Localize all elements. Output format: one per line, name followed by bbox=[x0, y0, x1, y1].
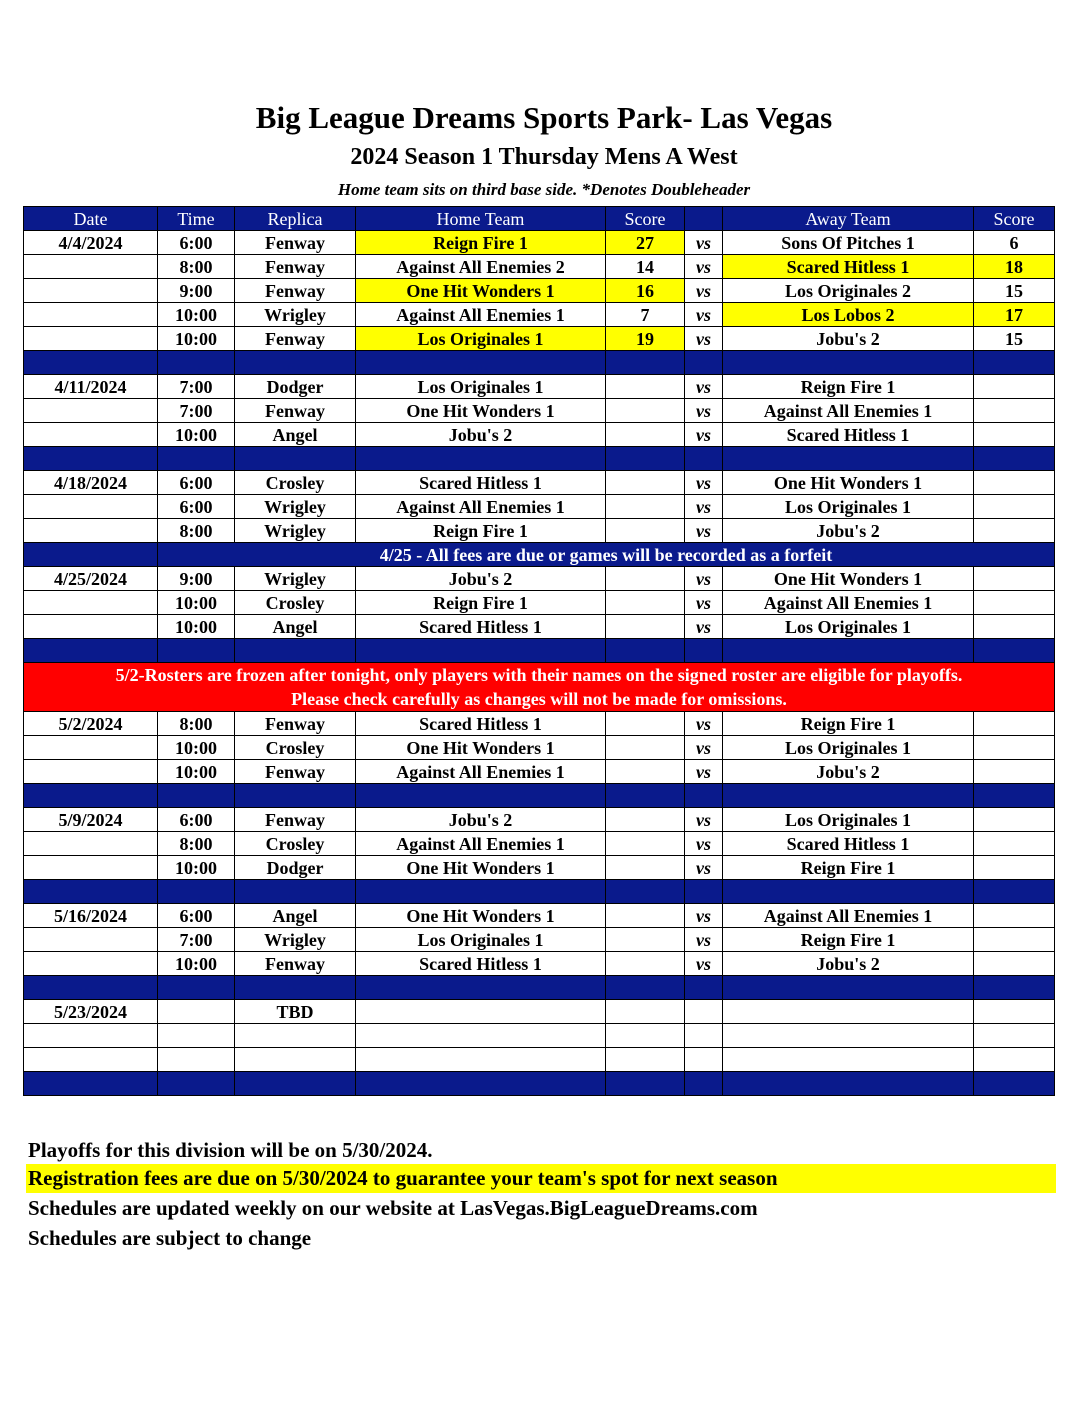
away-team: Jobu's 2 bbox=[723, 519, 974, 543]
week-separator bbox=[24, 639, 1055, 663]
vs-label: vs bbox=[685, 471, 723, 495]
vs-label: vs bbox=[685, 495, 723, 519]
away-score bbox=[974, 471, 1055, 495]
table-row bbox=[24, 1024, 1055, 1048]
game-time: 6:00 bbox=[158, 495, 235, 519]
home-score bbox=[606, 471, 685, 495]
home-score bbox=[606, 399, 685, 423]
away-team: Reign Fire 1 bbox=[723, 375, 974, 399]
page-title: Big League Dreams Sports Park- Las Vegas bbox=[255, 100, 833, 135]
table-row bbox=[24, 928, 1055, 952]
game-field: Fenway bbox=[235, 760, 356, 784]
week-separator bbox=[24, 447, 1055, 471]
game-field: Wrigley bbox=[235, 495, 356, 519]
away-score bbox=[974, 712, 1055, 736]
home-team: One Hit Wonders 1 bbox=[356, 279, 606, 303]
game-time: 10:00 bbox=[158, 615, 235, 639]
away-team: Reign Fire 1 bbox=[723, 856, 974, 880]
home-team: Scared Hitless 1 bbox=[356, 471, 606, 495]
vs-label: vs bbox=[685, 712, 723, 736]
away-score bbox=[974, 856, 1055, 880]
game-date bbox=[24, 615, 158, 639]
game-date bbox=[24, 255, 158, 279]
game-field: Fenway bbox=[235, 231, 356, 255]
game-time: 9:00 bbox=[158, 567, 235, 591]
game-date bbox=[24, 279, 158, 303]
home-score bbox=[606, 423, 685, 447]
vs-label: vs bbox=[685, 519, 723, 543]
home-team bbox=[356, 1000, 606, 1024]
vs-label: vs bbox=[685, 904, 723, 928]
header-away-score: Score bbox=[974, 207, 1055, 231]
away-team: Against All Enemies 1 bbox=[723, 591, 974, 615]
away-score bbox=[974, 1000, 1055, 1024]
home-score bbox=[606, 519, 685, 543]
away-team: Scared Hitless 1 bbox=[723, 255, 974, 279]
vs-label: vs bbox=[685, 591, 723, 615]
game-time: 8:00 bbox=[158, 832, 235, 856]
home-team: Against All Enemies 2 bbox=[356, 255, 606, 279]
table-row bbox=[24, 591, 1055, 615]
home-score bbox=[606, 952, 685, 976]
game-field: Fenway bbox=[235, 279, 356, 303]
away-team: Reign Fire 1 bbox=[723, 928, 974, 952]
away-team: Reign Fire 1 bbox=[723, 712, 974, 736]
away-team: Los Lobos 2 bbox=[723, 303, 974, 327]
home-team: Jobu's 2 bbox=[356, 808, 606, 832]
home-score bbox=[606, 856, 685, 880]
home-team: Scared Hitless 1 bbox=[356, 712, 606, 736]
away-score bbox=[974, 519, 1055, 543]
game-field: Fenway bbox=[235, 808, 356, 832]
table-row bbox=[24, 615, 1055, 639]
week-separator bbox=[24, 1072, 1055, 1096]
home-team: One Hit Wonders 1 bbox=[356, 736, 606, 760]
vs-label: vs bbox=[685, 423, 723, 447]
roster-notice bbox=[24, 663, 1055, 712]
game-field: Wrigley bbox=[235, 519, 356, 543]
away-team: One Hit Wonders 1 bbox=[723, 567, 974, 591]
home-score bbox=[606, 832, 685, 856]
home-team: Against All Enemies 1 bbox=[356, 303, 606, 327]
game-time: 7:00 bbox=[158, 928, 235, 952]
away-score: 15 bbox=[974, 279, 1055, 303]
home-team: Scared Hitless 1 bbox=[356, 952, 606, 976]
home-team: Against All Enemies 1 bbox=[356, 495, 606, 519]
game-date: 4/11/2024 bbox=[24, 375, 158, 399]
vs-label: vs bbox=[685, 928, 723, 952]
week-separator bbox=[24, 351, 1055, 375]
schedule-table bbox=[23, 206, 1055, 1096]
table-row bbox=[24, 952, 1055, 976]
table-row bbox=[24, 495, 1055, 519]
vs-label bbox=[685, 1000, 723, 1024]
game-time: 9:00 bbox=[158, 279, 235, 303]
table-row bbox=[24, 279, 1055, 303]
table-row bbox=[24, 231, 1055, 255]
game-field: Fenway bbox=[235, 327, 356, 351]
subject-to-change-note: Schedules are subject to change bbox=[28, 1226, 312, 1250]
game-time: 10:00 bbox=[158, 736, 235, 760]
game-field: Angel bbox=[235, 904, 356, 928]
game-date: 4/4/2024 bbox=[24, 231, 158, 255]
table-row bbox=[24, 760, 1055, 784]
vs-label: vs bbox=[685, 567, 723, 591]
game-time: 10:00 bbox=[158, 952, 235, 976]
game-field: Crosley bbox=[235, 591, 356, 615]
away-team: Jobu's 2 bbox=[723, 760, 974, 784]
game-time: 10:00 bbox=[158, 327, 235, 351]
away-team: Los Originales 1 bbox=[723, 736, 974, 760]
away-score bbox=[974, 952, 1055, 976]
away-score bbox=[974, 375, 1055, 399]
away-team: One Hit Wonders 1 bbox=[723, 471, 974, 495]
home-score bbox=[606, 591, 685, 615]
game-date: 5/9/2024 bbox=[24, 808, 158, 832]
away-score bbox=[974, 904, 1055, 928]
game-field: Wrigley bbox=[235, 567, 356, 591]
playoffs-note: Playoffs for this division will be on 5/30/2024. bbox=[28, 1138, 433, 1162]
home-team: Los Originales 1 bbox=[356, 327, 606, 351]
game-time: 8:00 bbox=[158, 712, 235, 736]
home-score: 14 bbox=[606, 255, 685, 279]
website-note: Schedules are updated weekly on our website at LasVegas.BigLeagueDreams.com bbox=[28, 1196, 758, 1220]
game-date: 4/18/2024 bbox=[24, 471, 158, 495]
table-row bbox=[24, 519, 1055, 543]
table-row bbox=[24, 904, 1055, 928]
away-score: 15 bbox=[974, 327, 1055, 351]
header-away-team: Away Team bbox=[723, 207, 974, 231]
home-team: One Hit Wonders 1 bbox=[356, 399, 606, 423]
table-row bbox=[24, 255, 1055, 279]
game-field: Fenway bbox=[235, 952, 356, 976]
game-date bbox=[24, 832, 158, 856]
home-score bbox=[606, 375, 685, 399]
table-row bbox=[24, 1048, 1055, 1072]
home-score: 16 bbox=[606, 279, 685, 303]
fees-notice: 4/25 - All fees are due or games will be recorded as a forfeit bbox=[158, 543, 1055, 567]
table-row bbox=[24, 736, 1055, 760]
vs-label: vs bbox=[685, 399, 723, 423]
game-date bbox=[24, 495, 158, 519]
game-date bbox=[24, 591, 158, 615]
roster-notice-line2: Please check carefully as changes will not be made for omissions. bbox=[291, 689, 787, 709]
game-date: 5/2/2024 bbox=[24, 712, 158, 736]
game-time: 7:00 bbox=[158, 375, 235, 399]
away-team bbox=[723, 1000, 974, 1024]
away-score bbox=[974, 808, 1055, 832]
game-field: Wrigley bbox=[235, 303, 356, 327]
home-score bbox=[606, 1000, 685, 1024]
away-score bbox=[974, 591, 1055, 615]
registration-note: Registration fees are due on 5/30/2024 to guarantee your team's spot for next season bbox=[26, 1164, 1056, 1193]
home-team: Jobu's 2 bbox=[356, 423, 606, 447]
home-team: Jobu's 2 bbox=[356, 567, 606, 591]
table-row bbox=[24, 399, 1055, 423]
home-team-note: Home team sits on third base side. *Denotes Doubleheader bbox=[337, 180, 751, 199]
vs-label: vs bbox=[685, 808, 723, 832]
header-vs bbox=[685, 207, 723, 231]
table-row bbox=[24, 327, 1055, 351]
roster-notice-line1: 5/2-Rosters are frozen after tonight, only players with their names on the signed roster are eligible for playoffs. bbox=[115, 665, 963, 685]
page-subtitle: 2024 Season 1 Thursday Mens A West bbox=[350, 144, 738, 170]
game-date bbox=[24, 327, 158, 351]
vs-label: vs bbox=[685, 327, 723, 351]
week-separator bbox=[24, 784, 1055, 808]
table-row bbox=[24, 471, 1055, 495]
game-time: 10:00 bbox=[158, 760, 235, 784]
home-score: 19 bbox=[606, 327, 685, 351]
vs-label: vs bbox=[685, 952, 723, 976]
fees-notice-row bbox=[24, 543, 1055, 567]
table-row bbox=[24, 1000, 1055, 1024]
game-time: 6:00 bbox=[158, 904, 235, 928]
table-row bbox=[24, 375, 1055, 399]
game-field: Crosley bbox=[235, 832, 356, 856]
vs-label: vs bbox=[685, 279, 723, 303]
vs-label: vs bbox=[685, 615, 723, 639]
vs-label: vs bbox=[685, 303, 723, 327]
game-time bbox=[158, 1000, 235, 1024]
away-score: 6 bbox=[974, 231, 1055, 255]
vs-label: vs bbox=[685, 856, 723, 880]
game-time: 10:00 bbox=[158, 303, 235, 327]
table-row bbox=[24, 832, 1055, 856]
away-score: 18 bbox=[974, 255, 1055, 279]
home-score bbox=[606, 928, 685, 952]
home-score bbox=[606, 615, 685, 639]
game-field: Wrigley bbox=[235, 928, 356, 952]
table-row bbox=[24, 856, 1055, 880]
table-row bbox=[24, 303, 1055, 327]
game-field: Crosley bbox=[235, 736, 356, 760]
home-team: Scared Hitless 1 bbox=[356, 615, 606, 639]
home-score bbox=[606, 567, 685, 591]
home-team: Los Originales 1 bbox=[356, 375, 606, 399]
home-score bbox=[606, 736, 685, 760]
header-time: Time bbox=[158, 207, 235, 231]
vs-label: vs bbox=[685, 832, 723, 856]
away-team: Sons Of Pitches 1 bbox=[723, 231, 974, 255]
game-date bbox=[24, 928, 158, 952]
home-team: Los Originales 1 bbox=[356, 928, 606, 952]
game-time: 10:00 bbox=[158, 856, 235, 880]
header-home-score: Score bbox=[606, 207, 685, 231]
table-row bbox=[24, 423, 1055, 447]
table-row bbox=[24, 567, 1055, 591]
game-field: Crosley bbox=[235, 471, 356, 495]
home-score bbox=[606, 760, 685, 784]
home-score: 7 bbox=[606, 303, 685, 327]
home-score bbox=[606, 808, 685, 832]
game-field: Dodger bbox=[235, 856, 356, 880]
game-field: Fenway bbox=[235, 399, 356, 423]
away-score: 17 bbox=[974, 303, 1055, 327]
away-score bbox=[974, 736, 1055, 760]
game-field: Fenway bbox=[235, 255, 356, 279]
game-date bbox=[24, 423, 158, 447]
home-team: One Hit Wonders 1 bbox=[356, 856, 606, 880]
vs-label: vs bbox=[685, 736, 723, 760]
away-team: Scared Hitless 1 bbox=[723, 832, 974, 856]
game-field: Fenway bbox=[235, 712, 356, 736]
game-time: 6:00 bbox=[158, 808, 235, 832]
away-team: Scared Hitless 1 bbox=[723, 423, 974, 447]
roster-notice-row bbox=[24, 663, 1055, 712]
away-team: Los Originales 2 bbox=[723, 279, 974, 303]
away-team: Jobu's 2 bbox=[723, 952, 974, 976]
away-team: Los Originales 1 bbox=[723, 615, 974, 639]
home-team: One Hit Wonders 1 bbox=[356, 904, 606, 928]
home-team: Reign Fire 1 bbox=[356, 591, 606, 615]
game-time: 7:00 bbox=[158, 399, 235, 423]
game-time: 6:00 bbox=[158, 471, 235, 495]
away-score bbox=[974, 928, 1055, 952]
away-team: Los Originales 1 bbox=[723, 808, 974, 832]
game-date bbox=[24, 856, 158, 880]
game-time: 6:00 bbox=[158, 231, 235, 255]
week-separator bbox=[24, 976, 1055, 1000]
away-score bbox=[974, 495, 1055, 519]
table-header-row bbox=[24, 207, 1055, 231]
header-date: Date bbox=[24, 207, 158, 231]
game-date bbox=[24, 519, 158, 543]
game-date bbox=[24, 760, 158, 784]
game-date: 5/23/2024 bbox=[24, 1000, 158, 1024]
game-field: TBD bbox=[235, 1000, 356, 1024]
away-team: Los Originales 1 bbox=[723, 495, 974, 519]
game-date bbox=[24, 736, 158, 760]
game-date: 4/25/2024 bbox=[24, 567, 158, 591]
header-home-team: Home Team bbox=[356, 207, 606, 231]
away-score bbox=[974, 832, 1055, 856]
header-replica: Replica bbox=[235, 207, 356, 231]
home-team: Against All Enemies 1 bbox=[356, 832, 606, 856]
game-time: 8:00 bbox=[158, 255, 235, 279]
table-row bbox=[24, 712, 1055, 736]
game-time: 10:00 bbox=[158, 423, 235, 447]
away-score bbox=[974, 423, 1055, 447]
away-team: Against All Enemies 1 bbox=[723, 904, 974, 928]
game-date bbox=[24, 303, 158, 327]
home-score bbox=[606, 904, 685, 928]
home-team: Reign Fire 1 bbox=[356, 519, 606, 543]
away-score bbox=[974, 567, 1055, 591]
away-team: Jobu's 2 bbox=[723, 327, 974, 351]
game-time: 10:00 bbox=[158, 591, 235, 615]
home-team: Reign Fire 1 bbox=[356, 231, 606, 255]
vs-label: vs bbox=[685, 231, 723, 255]
away-score bbox=[974, 615, 1055, 639]
game-date bbox=[24, 952, 158, 976]
vs-label: vs bbox=[685, 375, 723, 399]
game-date bbox=[24, 399, 158, 423]
away-score bbox=[974, 760, 1055, 784]
home-team: Against All Enemies 1 bbox=[356, 760, 606, 784]
vs-label: vs bbox=[685, 760, 723, 784]
home-score bbox=[606, 495, 685, 519]
home-score bbox=[606, 712, 685, 736]
away-team: Against All Enemies 1 bbox=[723, 399, 974, 423]
game-field: Angel bbox=[235, 615, 356, 639]
game-field: Angel bbox=[235, 423, 356, 447]
away-score bbox=[974, 399, 1055, 423]
table-row bbox=[24, 808, 1055, 832]
game-date: 5/16/2024 bbox=[24, 904, 158, 928]
week-separator bbox=[24, 880, 1055, 904]
game-time: 8:00 bbox=[158, 519, 235, 543]
home-score: 27 bbox=[606, 231, 685, 255]
vs-label: vs bbox=[685, 255, 723, 279]
game-field: Dodger bbox=[235, 375, 356, 399]
